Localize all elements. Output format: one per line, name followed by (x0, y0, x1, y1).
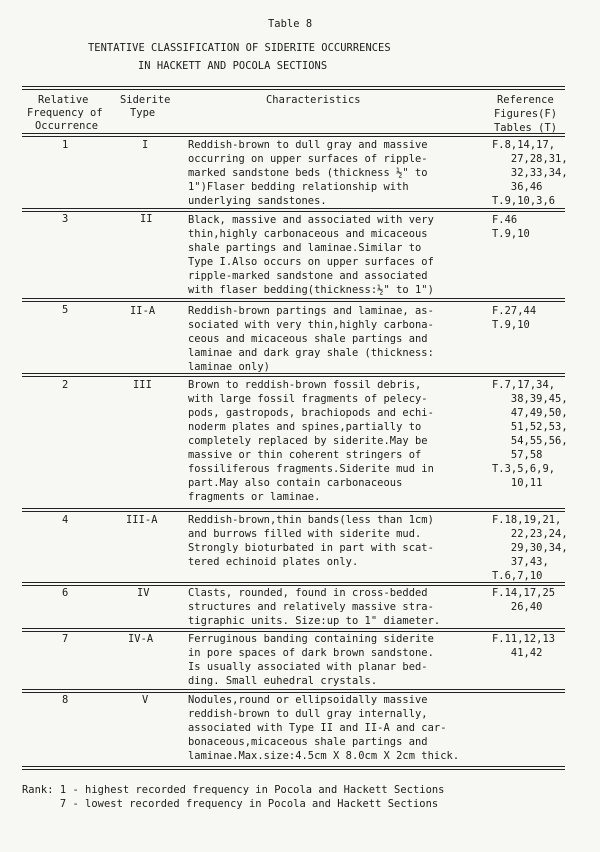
header-frequency-3: Occurrence (35, 120, 99, 132)
row-7-frequency: 7 (62, 633, 69, 645)
row-4-char-6: massive or thin coherent stringers of (188, 449, 422, 461)
row-6-char-2: structures and relatively massive stra- (188, 601, 434, 613)
row-3-ref-2: T.9,10 (492, 319, 530, 331)
row-4-ref-7: T.3,5,6,9, (492, 463, 556, 475)
row-3-char-3: ceous and micaceous shale partings and (188, 333, 428, 345)
row-4-ref-3: 47,49,50, (492, 407, 568, 419)
row-3-type: II-A (130, 305, 156, 317)
row-5-ref-3: 29,30,34, (492, 542, 568, 554)
row-3-char-2: sociated with very thin,highly carbona- (188, 319, 434, 331)
header-frequency-2: Frequency of (27, 107, 103, 119)
row-5-char-4: tered echinoid plates only. (188, 556, 359, 568)
row-7-char-4: ding. Small euhedral crystals. (188, 675, 378, 687)
row-4-rule (22, 508, 565, 512)
row-4-char-5: completely replaced by siderite.May be (188, 435, 428, 447)
header-reference-1: Reference (497, 94, 554, 106)
row-5-ref-5: T.6,7,10 (492, 570, 543, 582)
header-type-2: Type (130, 107, 156, 119)
row-3-char-5: laminae only) (188, 361, 270, 373)
row-4-ref-1: F.7,17,34, (492, 379, 556, 391)
row-1-char-5: underlying sandstones. (188, 195, 327, 207)
row-1-ref-4: 36,46 (492, 181, 543, 193)
row-8-char-4: bonaceous,micaceous shale partings and (188, 736, 428, 748)
row-1-char-3: marked sandstone beds (thickness ½" to (188, 167, 428, 179)
row-1-ref-2: 27,28,31, (492, 153, 568, 165)
row-1-rule (22, 208, 565, 212)
row-8-char-5: laminae.Max.size:4.5cm X 8.0cm X 2cm thick. (188, 750, 460, 762)
row-4-ref-4: 51,52,53, (492, 421, 568, 433)
row-4-ref-6: 57,58 (492, 449, 543, 461)
row-5-char-2: and burrows filled with siderite mud. (188, 528, 422, 540)
row-5-ref-4: 37,43, (492, 556, 549, 568)
table-bottom-rule (22, 766, 565, 770)
row-2-char-1: Black, massive and associated with very (188, 214, 434, 226)
row-2-char-4: Type I.Also occurs on upper surfaces of (188, 256, 434, 268)
row-1-type: I (142, 139, 149, 151)
row-2-type: II (140, 213, 153, 225)
row-4-char-9: fragments or laminae. (188, 491, 321, 503)
row-8-char-2: reddish-brown to dull gray internally, (188, 708, 428, 720)
row-4-char-7: fossiliferous fragments.Siderite mud in (188, 463, 434, 475)
row-7-ref-1: F.11,12,13 (492, 633, 556, 645)
row-2-char-5: ripple-marked sandstone and associated (188, 270, 428, 282)
row-5-frequency: 4 (62, 514, 69, 526)
row-6-type: IV (137, 587, 150, 599)
row-1-frequency: 1 (62, 139, 69, 151)
row-8-char-3: associated with Type II and II-A and car- (188, 722, 447, 734)
row-4-char-8: part.May also contain carbonaceous (188, 477, 403, 489)
table-number: Table 8 (268, 18, 313, 30)
header-reference-2: Figures(F) (494, 108, 558, 120)
row-4-ref-5: 54,55,56, (492, 435, 568, 447)
table-title-line1: TENTATIVE CLASSIFICATION OF SIDERITE OCCURRENCES (88, 42, 391, 54)
row-2-ref-1: F.46 (492, 214, 518, 226)
row-4-char-4: noderm plates and spines,partially to (188, 421, 422, 433)
row-4-ref-2: 38,39,45, (492, 393, 568, 405)
row-6-frequency: 6 (62, 587, 69, 599)
row-8-type: V (142, 694, 149, 706)
row-2-char-2: thin,highly carbonaceous and micaceous (188, 228, 428, 240)
row-8-frequency: 8 (62, 694, 69, 706)
row-1-char-4: 1")Flaser bedding relationship with (188, 181, 409, 193)
row-7-char-3: Is usually associated with planar bed- (188, 661, 428, 673)
row-7-char-1: Ferruginous banding containing siderite (188, 633, 434, 645)
row-4-char-2: with large fossil fragments of pelecy- (188, 393, 428, 405)
row-1-char-1: Reddish-brown to dull gray and massive (188, 139, 428, 151)
footer-rank-7: 7 - lowest recorded frequency in Pocola and Hackett Sections (22, 798, 439, 810)
row-4-type: III (133, 379, 152, 391)
row-3-frequency: 5 (62, 304, 69, 316)
row-3-rule (22, 373, 565, 377)
row-6-char-3: tigraphic units. Size:up to 1" diameter. (188, 615, 441, 627)
row-1-ref-1: F.8,14,17, (492, 139, 556, 151)
row-8-char-1: Nodules,round or ellipsoidally massive (188, 694, 428, 706)
row-2-rule (22, 298, 565, 302)
row-1-ref-3: 32,33,34, (492, 167, 568, 179)
row-3-ref-1: F.27,44 (492, 305, 537, 317)
row-5-type: III-A (126, 514, 158, 526)
row-5-ref-2: 22,23,24, (492, 528, 568, 540)
header-characteristics: Characteristics (266, 94, 361, 106)
row-7-type: IV-A (128, 633, 154, 645)
row-5-char-3: Strongly bioturbated in part with scat- (188, 542, 434, 554)
header-type-1: Siderite (120, 94, 171, 106)
row-5-ref-1: F.18,19,21, (492, 514, 562, 526)
header-reference-3: Tables (T) (494, 122, 558, 134)
row-7-char-2: in pore spaces of dark brown sandstone. (188, 647, 434, 659)
row-3-char-1: Reddish-brown partings and laminae, as- (188, 305, 434, 317)
row-3-char-4: laminae and dark gray shale (thickness: (188, 347, 434, 359)
row-4-char-3: pods, gastropods, brachiopods and echi- (188, 407, 434, 419)
row-6-char-1: Clasts, rounded, found in cross-bedded (188, 587, 428, 599)
row-2-char-3: shale partings and laminae.Similar to (188, 242, 422, 254)
row-2-char-6: with flaser bedding(thickness:½" to 1") (188, 284, 434, 296)
header-frequency-1: Relative (38, 94, 89, 106)
table-title-line2: IN HACKETT AND POCOLA SECTIONS (138, 60, 328, 72)
row-1-char-2: occurring on upper surfaces of ripple- (188, 153, 428, 165)
row-5-rule (22, 582, 565, 586)
row-4-ref-8: 10,11 (492, 477, 543, 489)
header-top-rule (22, 86, 565, 90)
row-2-ref-2: T.9,10 (492, 228, 530, 240)
row-2-frequency: 3 (62, 213, 69, 225)
row-7-ref-2: 41,42 (492, 647, 543, 659)
row-6-ref-2: 26,40 (492, 601, 543, 613)
row-1-ref-5: T.9,10,3,6 (492, 195, 556, 207)
row-6-rule (22, 628, 565, 632)
footer-rank-1: Rank: 1 - highest recorded frequency in Pocola and Hackett Sections (22, 784, 445, 796)
row-4-frequency: 2 (62, 379, 69, 391)
row-7-rule (22, 689, 565, 693)
header-bottom-rule (22, 133, 565, 137)
row-4-char-1: Brown to reddish-brown fossil debris, (188, 379, 422, 391)
row-6-ref-1: F.14,17,25 (492, 587, 556, 599)
row-5-char-1: Reddish-brown,thin bands(less than 1cm) (188, 514, 434, 526)
